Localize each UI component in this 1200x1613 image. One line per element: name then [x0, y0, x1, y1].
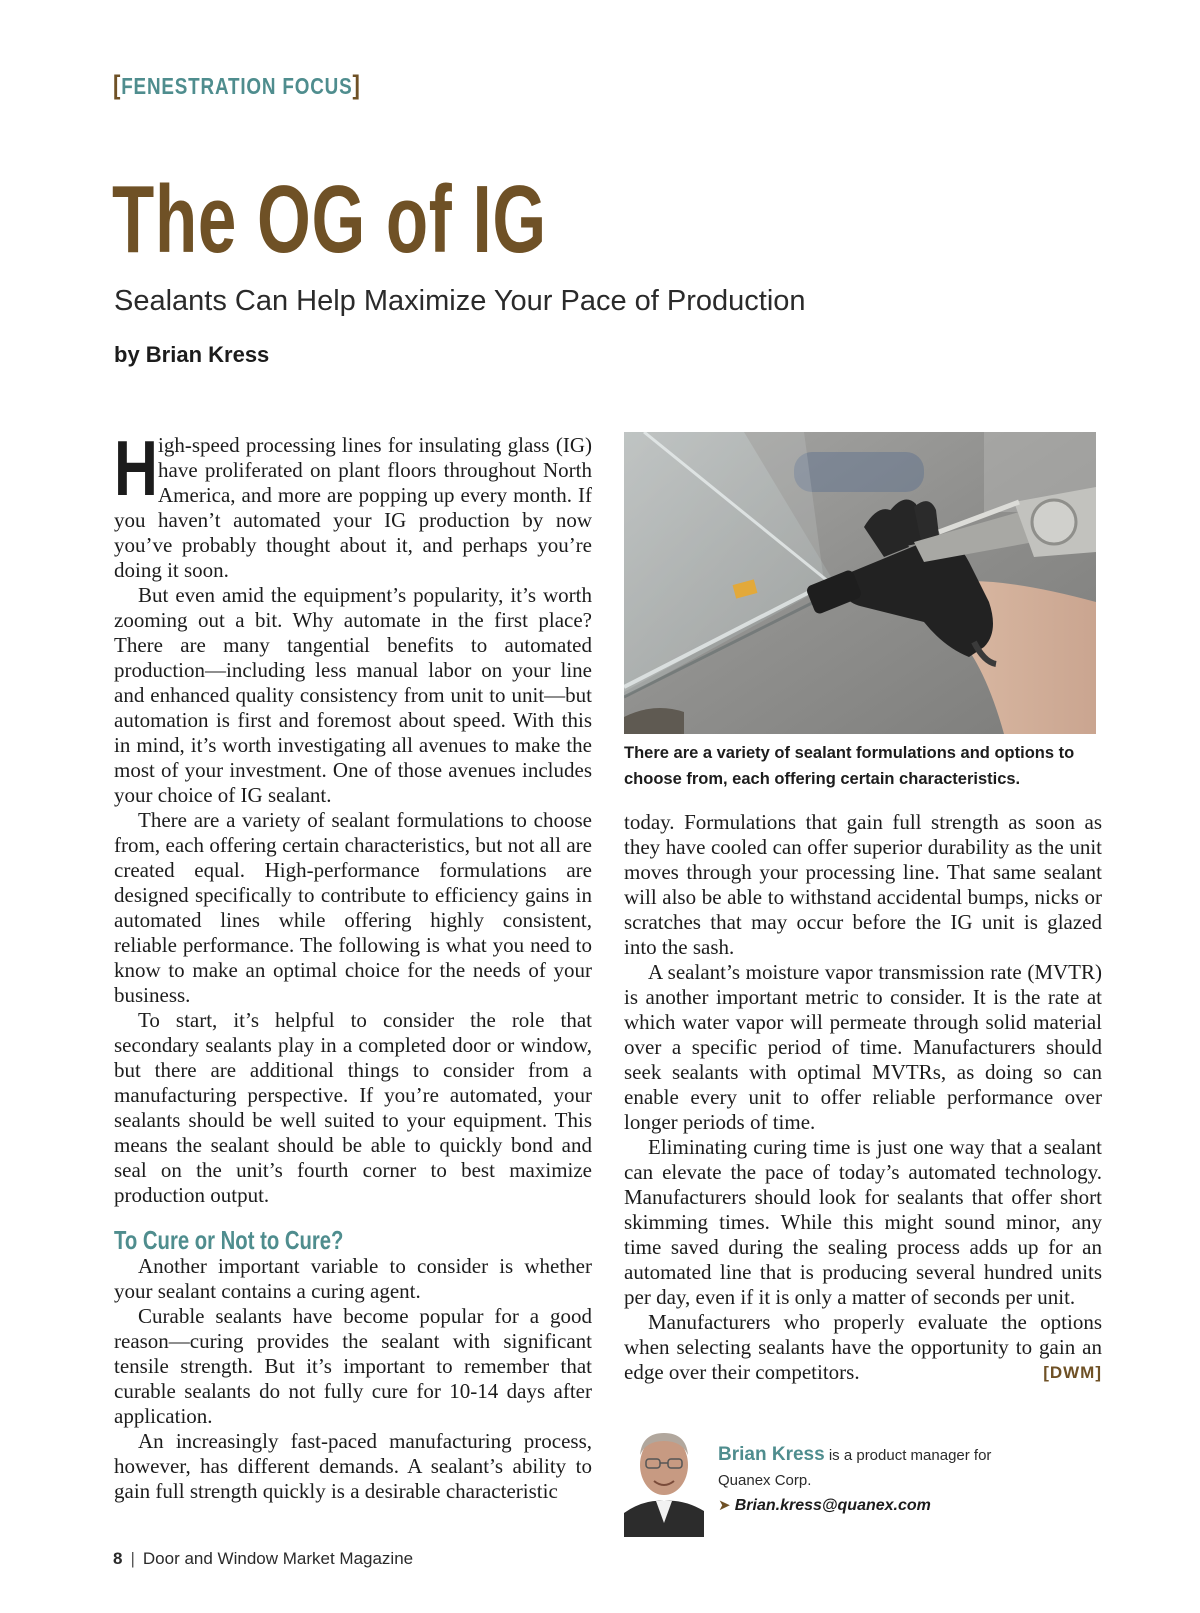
- article-subtitle: Sealants Can Help Maximize Your Pace of Production: [114, 285, 806, 317]
- paragraph: To start, it’s helpful to consider the role that secondary sealants play in a completed door or window, but there are additional things to consider from a manufacturing perspective. If you’re automated, your sealants should be well suited to your equipment. This means the sealant should be able to quickly bond and seal on the unit’s fourth corner to best maximize production output.: [114, 1008, 592, 1207]
- right-column: [624, 810, 1102, 1385]
- end-tag: [DWM]: [1043, 1363, 1102, 1382]
- arrow-right-icon: ➤: [718, 1497, 731, 1514]
- publication-name: Door and Window Market Magazine: [142, 1549, 414, 1568]
- bio-line-1: [718, 1442, 1048, 1468]
- author-bio: [718, 1442, 1048, 1518]
- author-name: Brian Kress: [718, 1444, 825, 1465]
- byline: by Brian Kress: [114, 342, 270, 367]
- paragraph: But even amid the equipment’s popularity, it’s worth zooming out a bit. Why automate in the first place? There are many tangential benefits to automated production—including less manual labor on your line and enhanced quality consistency from unit to unit—but automation is first and foremost about speed. With this in mind, it’s worth investigating all avenues to make the most of your investment. One of those avenues includes your choice of IG sealant.: [114, 583, 592, 807]
- drop-cap: H: [114, 424, 158, 512]
- paragraph: An increasingly fast-paced manufacturing process, however, has different demands. A sealant’s ability to gain full strength quickly is a desirable characteristic: [114, 1429, 592, 1503]
- photo-caption: There are a variety of sealant formulations and options to choose from, each offering certain characteristics.: [624, 744, 1075, 788]
- author-headshot: [624, 1425, 704, 1537]
- sealant-application-photo: [624, 432, 1096, 734]
- article-photo: [624, 432, 1096, 734]
- page-footer: [113, 1549, 413, 1569]
- paragraph: There are a variety of sealant formulations to choose from, each offering certain characteristics, but not all are created equal. High-performance formulations are designed specifically to contribute to efficiency gains in automated lines while offering highly consistent, reliable performance. The following is what you need to know to make an optimal choice for the needs of your business.: [114, 808, 592, 1007]
- paragraph: Curable sealants have become popular for a good reason—curing provides the sealant with significant tensile strength. But it’s important to remember that curable sealants do not fully cure for 10-14 days after application.: [114, 1304, 592, 1428]
- section-subhead: To Cure or Not to Cure?: [114, 1225, 344, 1255]
- author-photo: [624, 1425, 704, 1537]
- paragraph: Eliminating curing time is just one way that a sealant can elevate the pace of today’s automated technology. Manufacturers should look for sealants that offer short skimming times. While this might sound minor, any time saved during the sealing process adds up for an automated line that is producing several hundred units per day, even if it is only a matter of seconds per unit.: [624, 1135, 1102, 1309]
- right-bracket: ]: [352, 70, 361, 100]
- section-tag-label: FENESTRATION FOCUS: [121, 73, 353, 99]
- paragraph: [114, 424, 592, 583]
- paragraph: Another important variable to consider is whether your sealant contains a curing agent.: [114, 1254, 592, 1303]
- section-tag: [113, 70, 361, 101]
- paragraph-text: Manufacturers who properly evaluate the options when selecting sealants have the opportunity to gain an edge over their competitors.: [624, 1310, 1102, 1384]
- page-number: 8: [113, 1549, 123, 1568]
- paragraph-text: igh-speed processing lines for insulating glass (IG) have proliferated on plant floors throughout North America, and more are popping up every month. If you haven’t automated your IG production by now you’ve probably thought about it, and perhaps you’re doing it soon.: [114, 433, 592, 582]
- author-company: Quanex Corp.: [718, 1472, 812, 1489]
- paragraph: today. Formulations that gain full strength as soon as they have cooled can offer superior durability as the unit moves through your processing line. That same sealant will also be able to withstand accidental bumps, nicks or scratches that may occur before the IG unit is glazed into the sash.: [624, 810, 1102, 959]
- left-column: [114, 424, 592, 1504]
- paragraph: [624, 1310, 1102, 1385]
- left-bracket: [: [113, 70, 122, 100]
- bio-email-line: [718, 1493, 1048, 1518]
- author-role: is a product manager for: [824, 1447, 992, 1464]
- article-title: The OG of IG: [112, 166, 547, 273]
- footer-separator: |: [130, 1549, 135, 1568]
- paragraph: A sealant’s moisture vapor transmission rate (MVTR) is another important metric to consider. It is the rate at which water vapor will permeate through solid material over a specific period of time. Manufacturers should seek sealants with optimal MVTRs, as doing so can enable every unit to offer reliable performance over longer periods of time.: [624, 960, 1102, 1134]
- author-email-link[interactable]: Brian.kress@quanex.com: [734, 1497, 931, 1514]
